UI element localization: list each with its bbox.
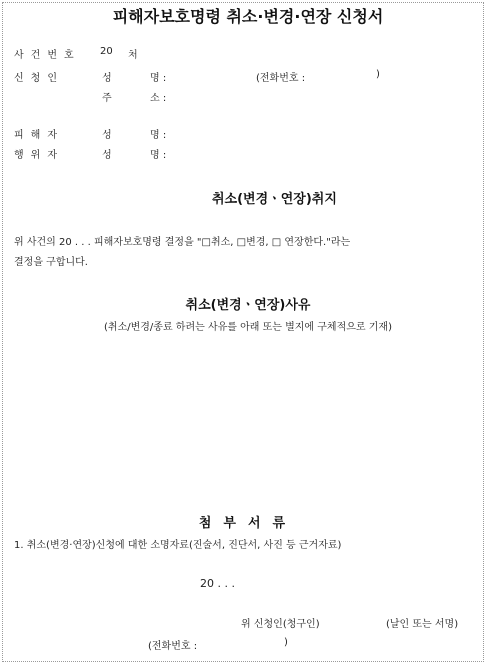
attachments-heading: 첨부서류: [198, 516, 298, 531]
purpose-line-2: 결정을 구합니다.: [14, 257, 88, 268]
purpose-line-1: 위 사건의 20 . . . 피해자보호명령 결정을 "□취소, □변경, □ 연장한다."라는: [14, 237, 351, 248]
victim-label: 피해자: [14, 130, 64, 141]
applicant-phone-close: ): [376, 69, 380, 80]
attachment-item-1: 1. 취소(변경·연장)신청에 대한 소명자료(진술서, 진단서, 사진 등 근거자료): [14, 540, 342, 551]
applicant-address-label2: 소 :: [150, 93, 167, 104]
applicant-name-label2: 명 :: [150, 73, 167, 84]
victim-name-label2: 명 :: [150, 130, 167, 141]
footer-date: 20 . . .: [200, 577, 235, 590]
footer-phone-close: ): [284, 637, 288, 648]
applicant-phone-label: (전화번호 :: [256, 73, 306, 84]
applicant-name-label: 성: [102, 73, 112, 84]
perpetrator-name-label2: 명 :: [150, 150, 167, 161]
perpetrator-name-label: 성: [102, 150, 112, 161]
purpose-heading: 취소(변경ㆍ연장)취지: [212, 192, 337, 207]
applicant-label: 신청인: [14, 73, 64, 84]
case-number-year: 20: [100, 46, 113, 57]
reason-note: (취소/변경/종료 하려는 사유를 아래 또는 별지에 구체적으로 기재): [104, 322, 392, 333]
case-number-label: 사건번호: [14, 50, 81, 61]
reason-heading: 취소(변경ㆍ연장)사유: [185, 298, 311, 313]
footer-phone-label: (전화번호 :: [148, 641, 198, 652]
perpetrator-label: 행위자: [14, 150, 64, 161]
victim-name-label: 성: [102, 130, 112, 141]
case-number-suffix: 처: [128, 50, 138, 61]
footer-seal-note: (날인 또는 서명): [386, 619, 459, 630]
applicant-address-label: 주: [102, 93, 112, 104]
document-title: 피해자보호명령 취소·변경·연장 신청서: [112, 7, 384, 26]
footer-applicant-sign: 위 신청인(청구인): [241, 619, 320, 630]
